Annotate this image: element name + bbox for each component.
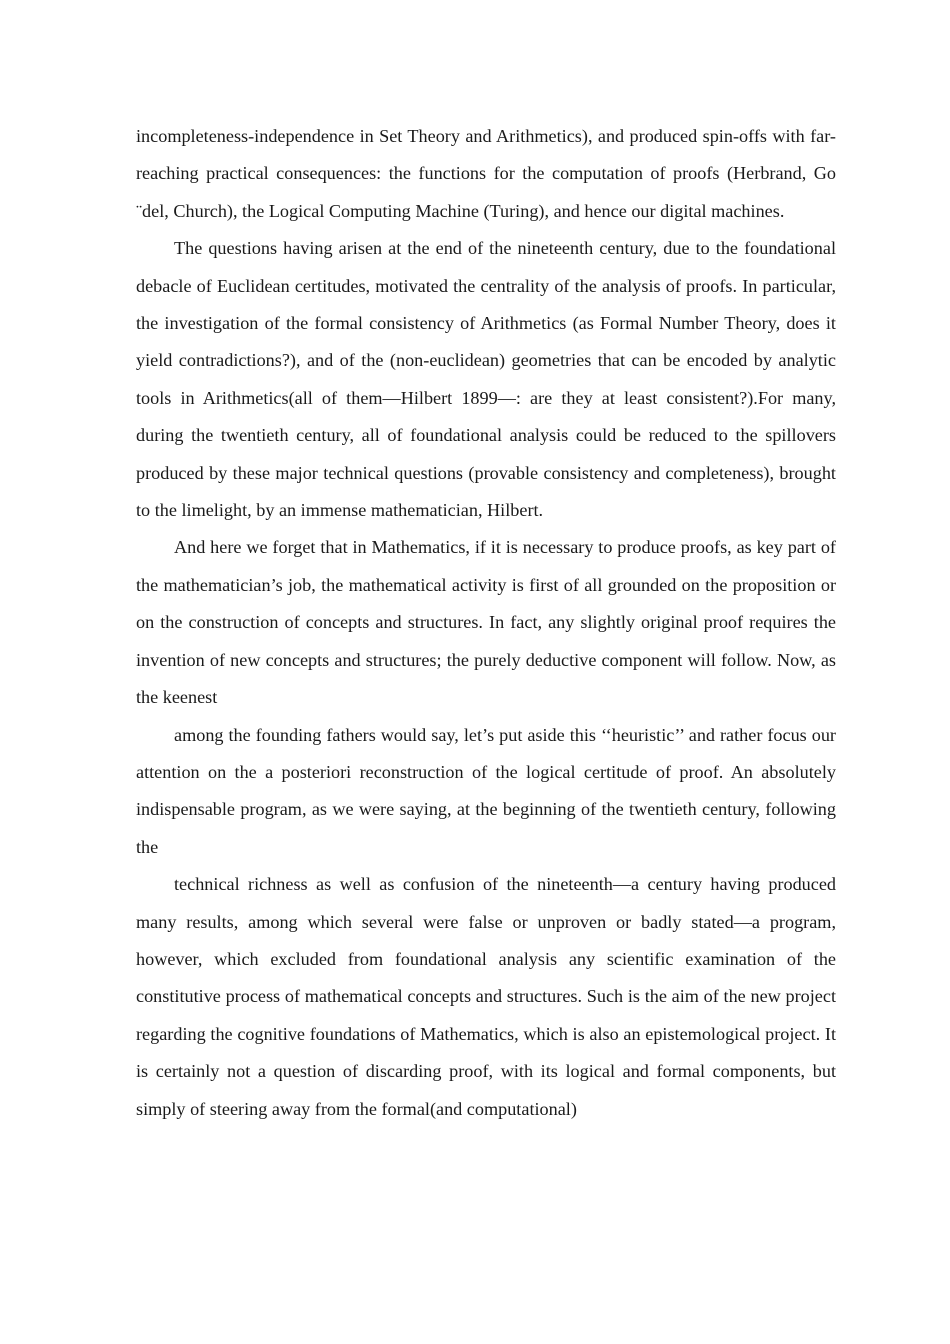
paragraph-continuation: incompleteness-independence in Set Theory and Arithmetics), and produced spin-offs with far-reaching practical consequences: the functions for the computation of proofs (Herbrand, Go ¨del, Church), the Logical Computing Machine (Turing), and hence our digital machines. (136, 126, 836, 221)
paragraph-mathematical-activity: And here we forget that in Mathematics, if it is necessary to produce proofs, as key part of the mathematician’s job, the mathematical activity is first of all grounded on the proposition or on the construction of concepts and structures. In fact, any slightly original proof requires the invention of new concepts and structures; the purely deductive component will follow. Now, as the keenest (136, 537, 836, 708)
paragraph-cognitive-foundations: technical richness as well as confusion of the nineteenth—a century having produced many results, among which several were false or unproven or badly stated—a program, however, which excluded from foundational analysis any scientific examination of the constitutive process of mathematical concepts and structures. Such is the aim of the new project regarding the cognitive foundations of Mathematics, which is also an epistemological project. It is certainly not a question of discarding proof, with its logical and formal components, but simply of steering away from the formal(and computational) (136, 874, 836, 1119)
paragraph-founding-fathers: among the founding fathers would say, let’s put aside this ‘‘heuristic’’ and rather focus our attention on the a posteriori reconstruction of the logical certitude of proof. An absolutely indispensable program, as we were saying, at the beginning of the twentieth century, following the (136, 724, 836, 857)
paragraph-nineteenth-century-questions: The questions having arisen at the end of the nineteenth century, due to the foundational debacle of Euclidean certitudes, motivated the centrality of the analysis of proofs. In particular, the investigation of the formal consistency of Arithmetics (as Formal Number Theory, does it yield contradictions?), and of the (non-euclidean) geometries that can be encoded by analytic tools in Arithmetics(all of them—Hilbert 1899—: are they at least consistent?).For many, during the twentieth century, all of foundational analysis could be reduced to the spillovers produced by these major technical questions (provable consistency and completeness), brought to the limelight, by an immense mathematician, Hilbert. (136, 238, 836, 521)
document-page (136, 118, 836, 1128)
